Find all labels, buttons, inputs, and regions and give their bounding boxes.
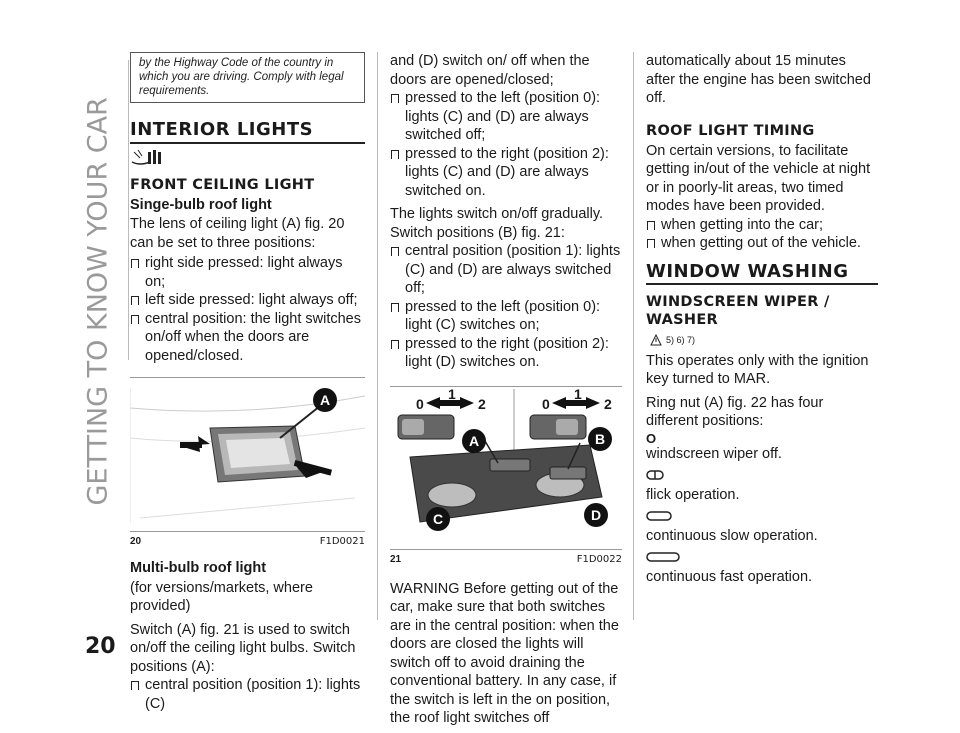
list-item: central position: the light switches on/off when the doors are opened/closed.	[130, 310, 365, 366]
position-item: flick operation.	[646, 467, 878, 504]
column-divider	[633, 52, 634, 620]
front-ceiling-title: FRONT CEILING LIGHT	[130, 176, 315, 193]
section-title: WINDOW WASHING	[646, 263, 878, 286]
figure-21	[390, 386, 622, 570]
pos-label-2: 2	[604, 395, 612, 412]
single-bulb-title: Singe-bulb roof light	[130, 196, 272, 213]
refs-row	[650, 331, 878, 350]
wiper-text: This operates only with the ignition key turned to MAR.	[646, 352, 869, 387]
pos-label-2: 2	[478, 395, 486, 412]
side-divider	[128, 60, 129, 360]
fast-icon	[646, 552, 680, 562]
continued-text: automatically about 15 minutes after the engine has been switched off.	[646, 53, 871, 106]
warning-icon	[650, 334, 662, 346]
callout-C: C	[426, 507, 450, 531]
column-3	[646, 52, 878, 586]
list-item: pressed to the right (position 2): lights (C) and (D) are always switched on.	[390, 145, 622, 201]
continued-text: and (D) switch on/ off when the doors are opened/closed;	[390, 53, 590, 88]
callout-A: A	[462, 429, 486, 453]
position-item: continuous fast operation.	[646, 549, 878, 586]
wiper-text: Ring nut (A) fig. 22 has four different positions:	[646, 394, 824, 429]
list-item: left side pressed: light always off;	[130, 291, 365, 310]
multi-bulb-sub: (for versions/markets, where provided)	[130, 579, 313, 614]
figure-code: F1D0021	[319, 535, 365, 547]
warning-text: WARNING Before getting out of the car, make sure that both switches are in the central position: when the doors are closed the lights will switch off to avoid draining the conventional battery. In any case, if the switch is left in the on position, the roof light switches off	[390, 580, 619, 726]
figure-number: 21	[390, 554, 402, 565]
wiper-title: WINDSCREEN WIPER / WASHER	[646, 294, 830, 328]
page-number: 20	[85, 634, 116, 659]
list-item: pressed to the right (position 2): light (D) switches on.	[390, 335, 622, 372]
list-item: pressed to the left (position 0): lights (C) and (D) are always switched off;	[390, 89, 622, 145]
multi-bulb-title: Multi-bulb roof light	[130, 560, 267, 576]
callout-B: B	[588, 427, 612, 451]
side-title: GETTING TO KNOW YOUR CAR	[82, 97, 114, 506]
flick-icon	[646, 470, 664, 480]
column-2	[390, 52, 622, 733]
reference-notes: 5) 6) 7)	[666, 335, 696, 345]
pos-label-0: 0	[416, 395, 424, 412]
position-item: O windscreen wiper off.	[646, 433, 878, 464]
list-item: central position (position 1): lights (C) and (D) are always switched off;	[390, 242, 622, 298]
list-item: when getting out of the vehicle.	[646, 234, 878, 253]
figure-code: F1D0022	[576, 554, 622, 565]
light-icon	[130, 148, 365, 170]
timing-title: ROOF LIGHT TIMING	[646, 122, 815, 139]
multi-bulb-text: Switch (A) fig. 21 is used to switch on/off the ceiling light bulbs. Switch positions (A):	[130, 621, 356, 675]
single-bulb-text: The lens of ceiling light (A) fig. 20 can be set to three positions:	[130, 216, 345, 251]
list-item: right side pressed: light always on;	[130, 254, 365, 291]
position-item: continuous slow operation.	[646, 508, 878, 545]
off-icon: O	[646, 430, 657, 446]
callout-D: D	[584, 503, 608, 527]
list-item: pressed to the left (position 0): light (C) switches on;	[390, 298, 622, 335]
pos-label-1: 1	[574, 385, 582, 402]
list-item: when getting into the car;	[646, 216, 878, 235]
timing-text: On certain versions, to facilitate getting in/out of the vehicle at night or in poorly-lit areas, two timed modes have been provided.	[646, 142, 871, 214]
slow-icon	[646, 511, 672, 521]
gradual-text: The lights switch on/off gradually. Switch positions (B) fig. 21:	[390, 206, 604, 241]
figure-20	[130, 377, 365, 551]
pos-label-1: 1	[448, 385, 456, 402]
callout-A: A	[313, 388, 337, 412]
column-divider	[377, 52, 378, 620]
list-item: central position (position 1): lights (C)	[130, 676, 365, 713]
figure-number: 20	[130, 535, 142, 547]
column-1	[130, 52, 365, 713]
pos-label-0: 0	[542, 395, 550, 412]
section-title: INTERIOR LIGHTS	[130, 121, 365, 144]
note-box: by the Highway Code of the country in which you are driving. Comply with legal requirements.	[130, 52, 365, 103]
